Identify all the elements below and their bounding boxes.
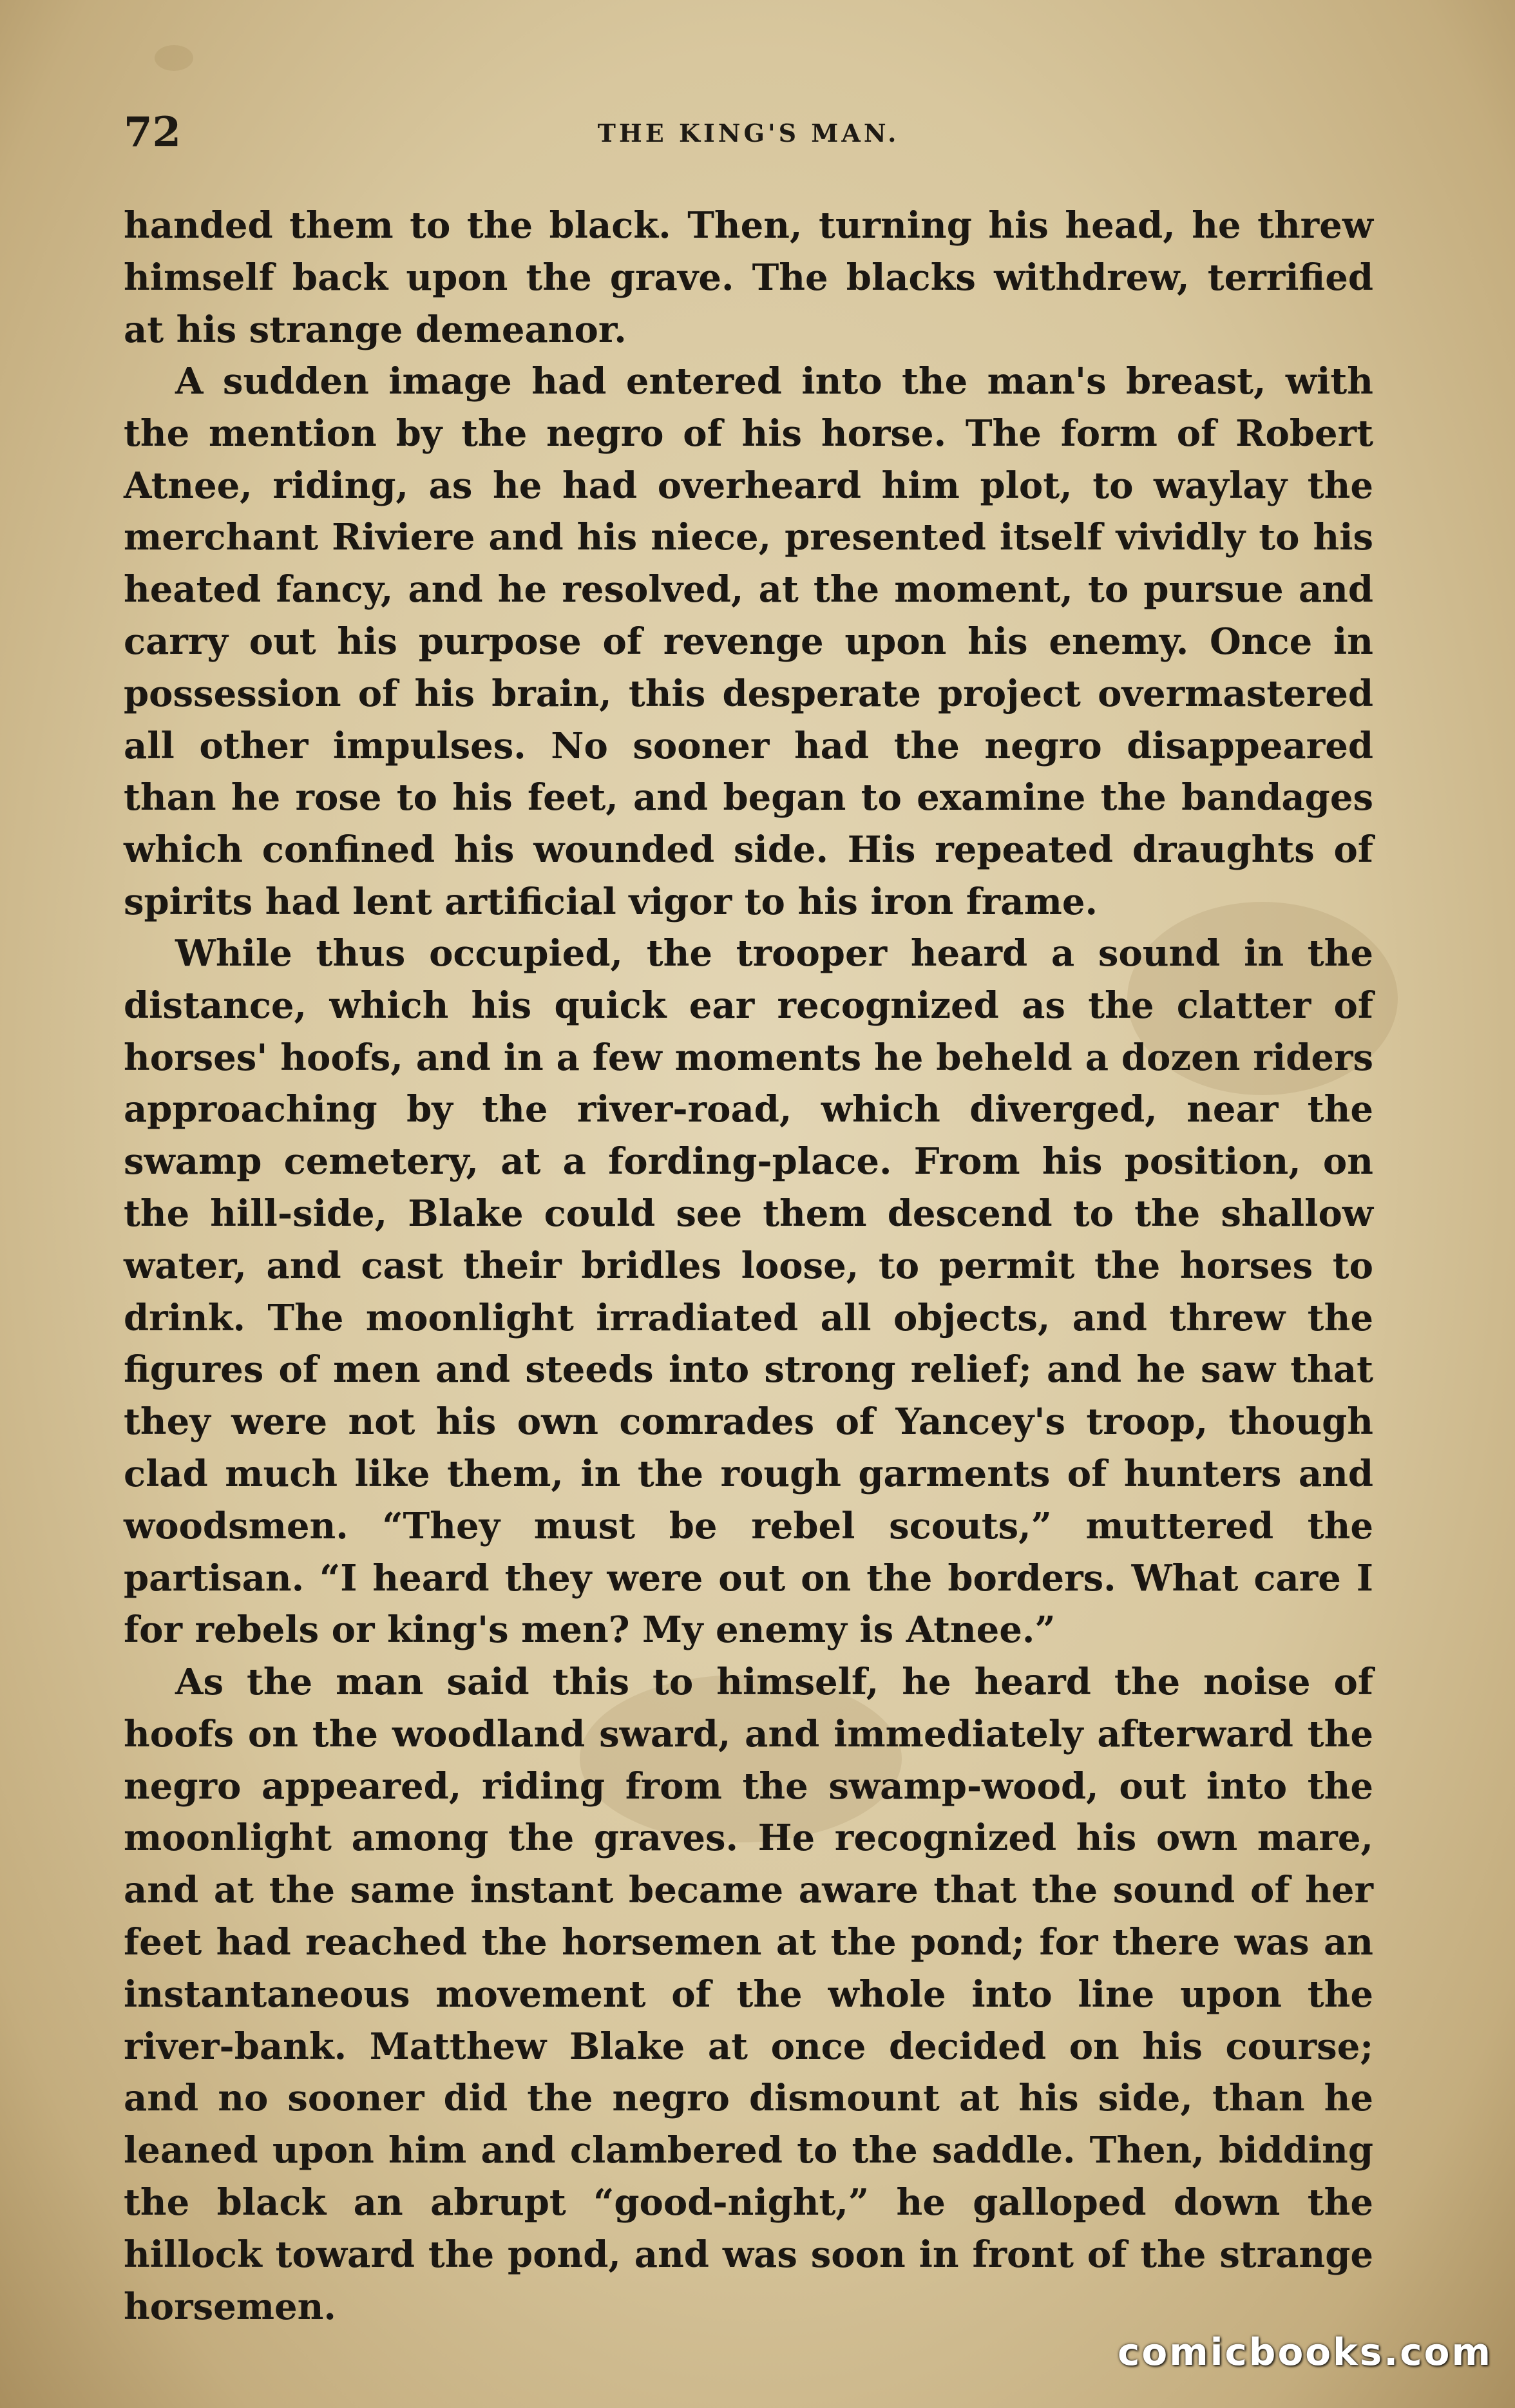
page-header bbox=[124, 108, 1373, 160]
paragraph: A sudden image had entered into the man's breast, with the mention by the negro of his horse. The form of Robert Atnee, riding, as he had overheard him plot, to waylay the merchant Riviere and his niece, presented itself vividly to his heated fancy, and he resolved, at the moment, to pursue and carry out his purpose of revenge upon his enemy. Once in possession of his brain, this desperate project overmastered all other impulses. No sooner had the negro disappeared than he rose to his feet, and began to examine the bandages which confined his wounded side. His repeated draughts of spirits had lent artificial vigor to his iron frame. bbox=[124, 360, 1373, 923]
page-number: 72 bbox=[124, 108, 182, 157]
paragraph: handed them to the black. Then, turning his head, he threw himself back upon the grave. The blacks withdrew, terrified at his strange demeanor. bbox=[124, 204, 1373, 351]
paragraph: As the man said this to himself, he heard the noise of hoofs on the woodland sward, and immediately afterward the negro appeared, riding from the swamp-wood, out into the moonlight among the graves. He recognized his own mare, and at the same instant became aware that the sound of her feet had reached the horsemen at the pond; for there was an instantaneous movement of the whole into line upon the river-bank. Matthew Blake at once decided on his course; and no sooner did the negro dismount at his side, than he leaned upon him and clambered to the saddle. Then, bidding the black an abrupt “good-night,” he galloped down the hillock toward the pond, and was soon in front of the strange horsemen. bbox=[124, 1661, 1373, 2328]
paragraph: While thus occupied, the trooper heard a sound in the distance, which his quick ear recognized as the clatter of horses' hoofs, and in a few moments he beheld a dozen riders approaching by the river-road, which diverged, near the swamp cemetery, at a fording-place. From his position, on the hill-side, Blake could see them descend to the shallow water, and cast their bridles loose, to permit the horses to drink. The moonlight irradiated all objects, and threw the figures of men and steeds into strong relief; and he saw that they were not his own comrades of Yancey's troop, though clad much like them, in the rough garments of hunters and woodsmen. “They must be rebel scouts,” muttered the partisan. “I heard they were out on the borders. What care I for rebels or king's men? My enemy is Atnee.” bbox=[124, 932, 1373, 1652]
body-text bbox=[124, 200, 1373, 2328]
running-title: THE KING'S MAN. bbox=[597, 119, 900, 148]
watermark: comicbooks.com bbox=[1118, 2330, 1492, 2374]
paper-stain bbox=[155, 45, 193, 71]
